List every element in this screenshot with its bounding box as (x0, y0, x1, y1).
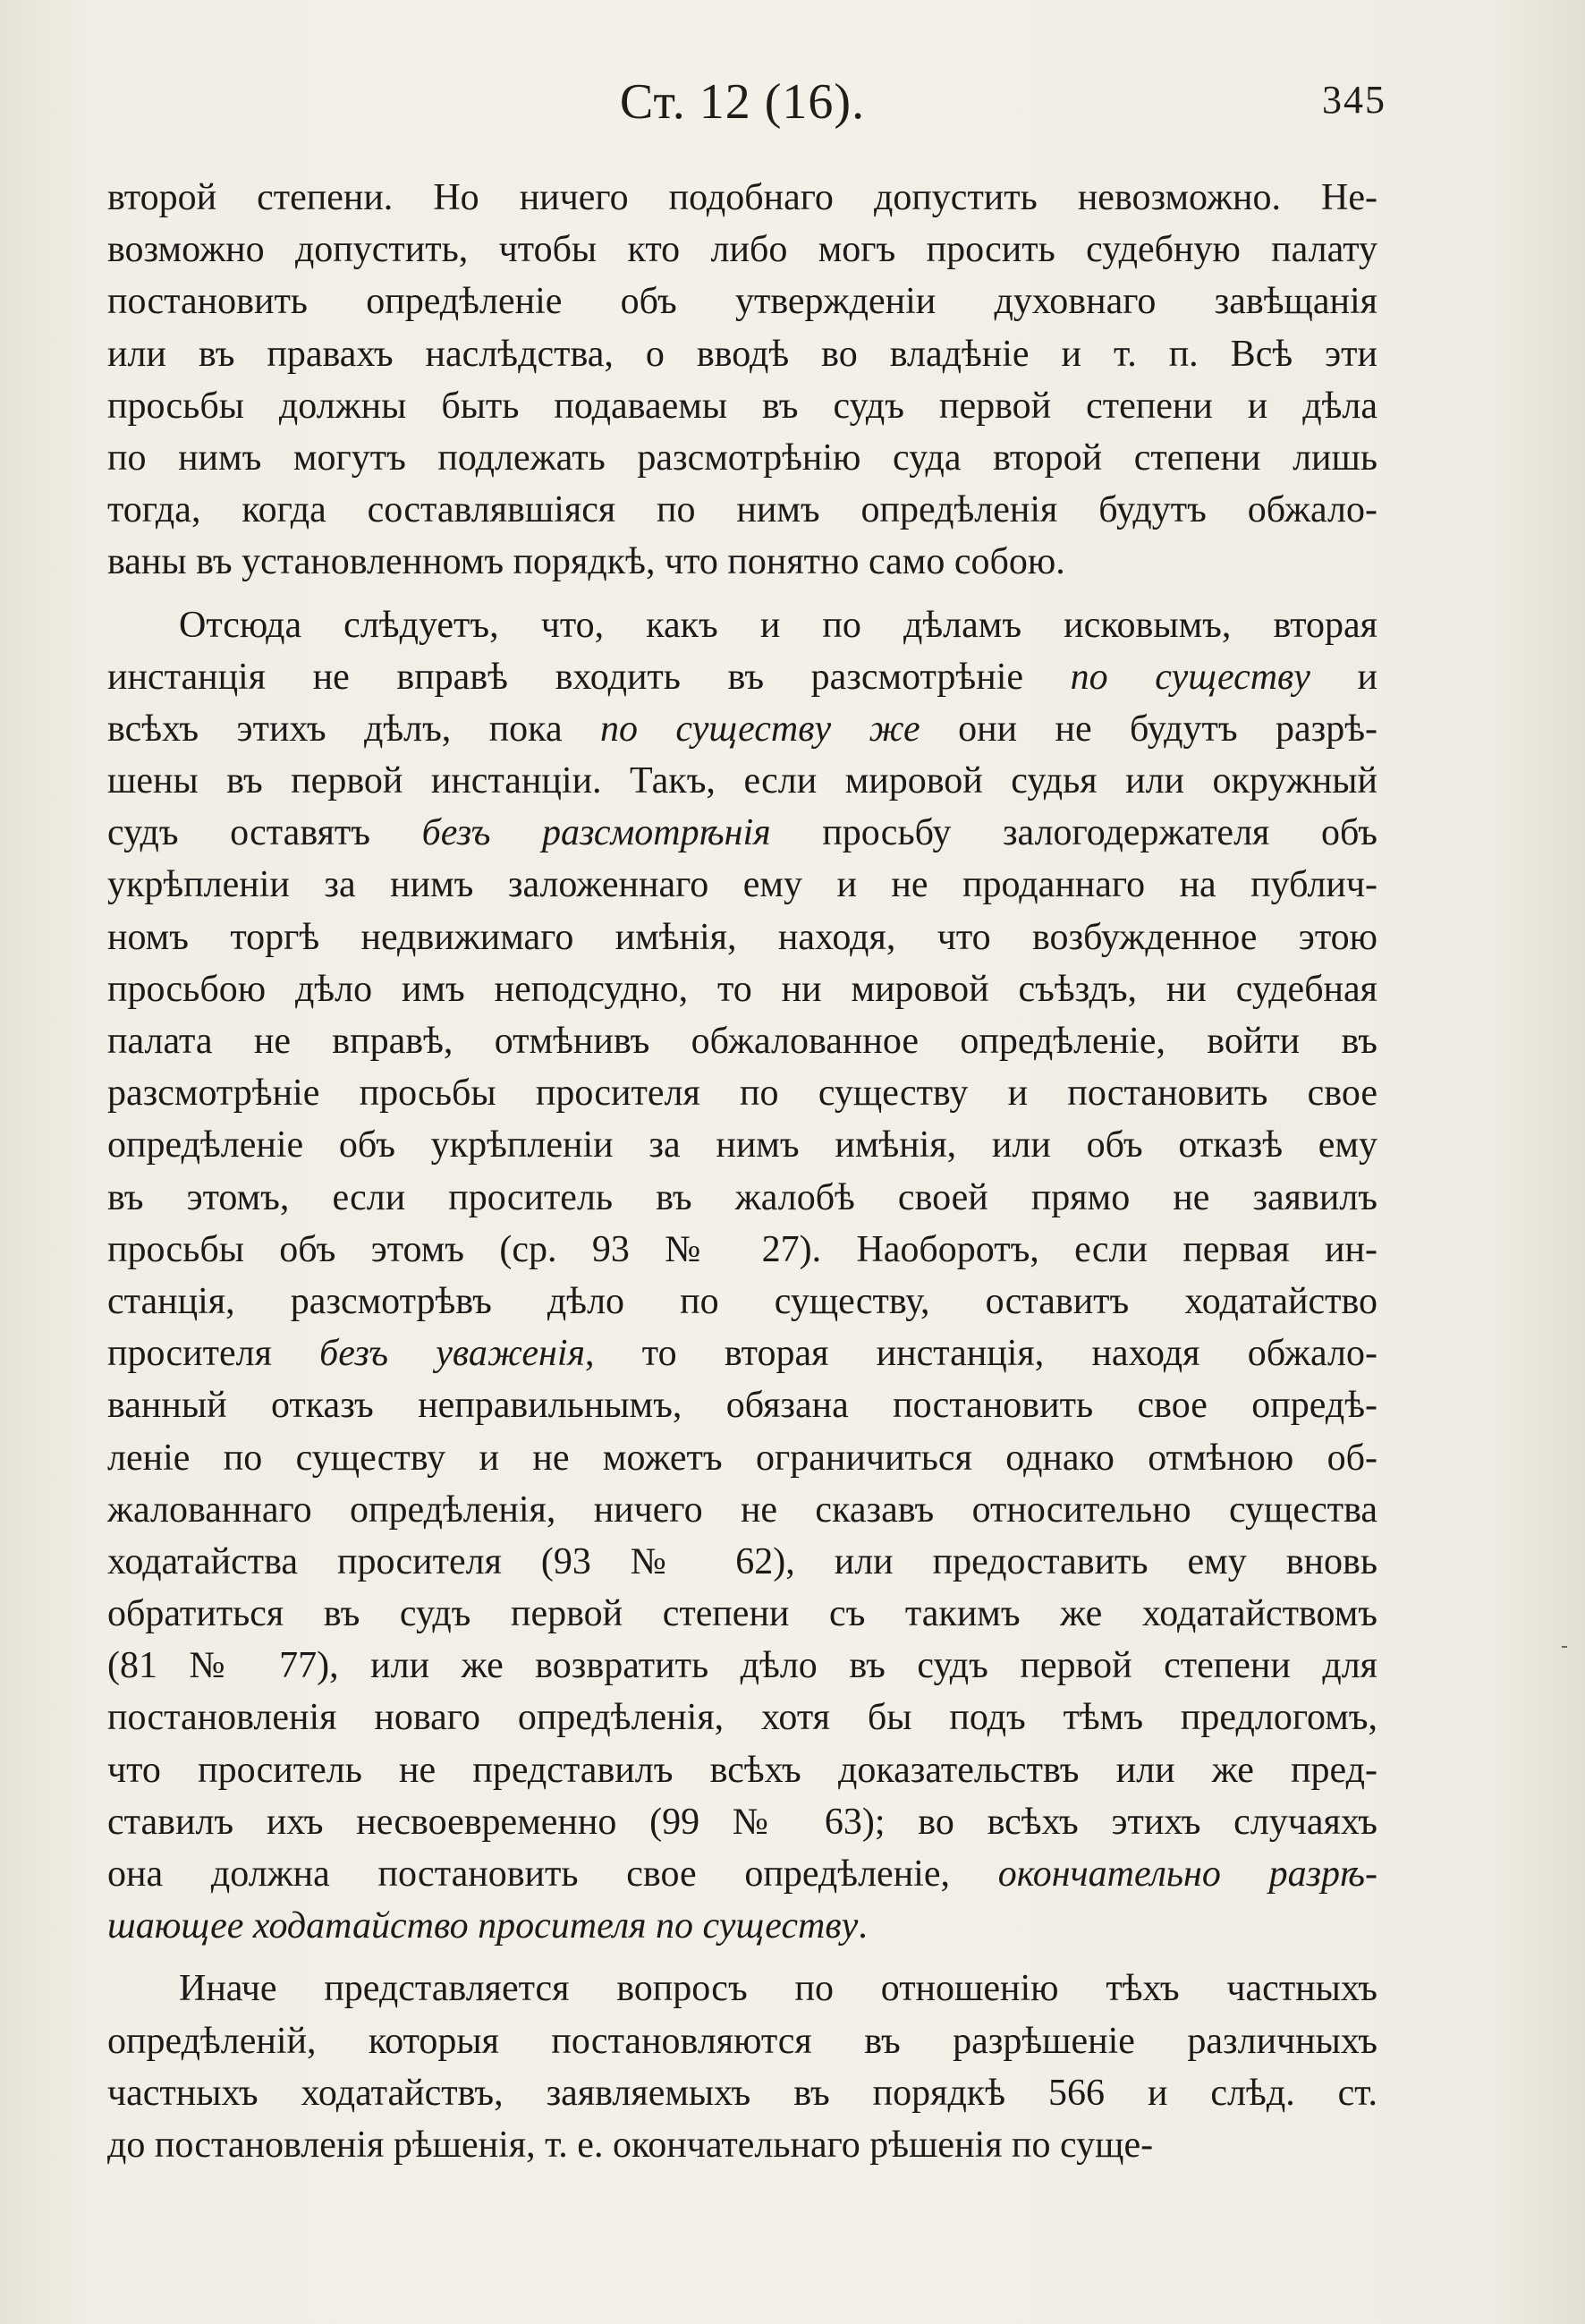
text-run: ходатайства просителя (93 № 62), или предоставить ему вновь (107, 1540, 1377, 1582)
text-line (107, 912, 1377, 963)
text-run: постановленія новаго опредѣленія, хотя бы подъ тѣмъ предлогомъ, (107, 1697, 1377, 1739)
text-run: и (1310, 656, 1378, 698)
text-line (107, 1484, 1377, 1536)
text-line (107, 536, 1377, 588)
text-run: второй степени. Но ничего подобнаго допустить невозможно. Не- (107, 177, 1377, 218)
text-line (107, 1119, 1377, 1171)
text-line (107, 2015, 1377, 2067)
text-run: тогда, когда составлявшіяся по нимъ опредѣленія будутъ обжало- (107, 489, 1377, 531)
text-run: до постановленія рѣшенія, т. е. окончательнаго рѣшенія по суще- (107, 2124, 1154, 2166)
text-run: укрѣпленіи за нимъ заложеннаго ему и не проданнаго на публич- (107, 864, 1377, 906)
text-run: Отсюда слѣдуетъ, что, какъ и по дѣламъ исковымъ, вторая (179, 604, 1377, 646)
text-run: Иначе представляется вопросъ по отношенію тѣхъ частныхъ (179, 1968, 1377, 2010)
text-line (107, 484, 1377, 536)
text-line (107, 1172, 1377, 1224)
text-line (107, 1692, 1377, 1743)
text-run: постановить опредѣленіе объ утвержденіи духовнаго завѣщанія (107, 281, 1377, 323)
text-run: . (858, 1905, 868, 1947)
paragraph (107, 172, 1377, 589)
italic-emphasis: по существу (1070, 656, 1310, 698)
paragraph-gap (107, 589, 1377, 599)
italic-emphasis: окончательно разрѣ- (997, 1853, 1377, 1895)
page-header (107, 73, 1386, 136)
text-line (107, 1796, 1377, 1848)
text-line (107, 1536, 1377, 1588)
text-run: частныхъ ходатайствъ, заявляемыхъ въ порядкѣ 566 и слѣд. ст. (107, 2072, 1377, 2114)
text-line (107, 1963, 1377, 2014)
text-run: опредѣленіе объ укрѣпленіи за нимъ имѣнія, или объ отказѣ ему (107, 1124, 1377, 1166)
text-line (107, 2067, 1377, 2119)
text-run: они не будутъ разрѣ- (920, 708, 1377, 750)
text-run: разсмотрѣніе просьбы просителя по существу и постановить свое (107, 1073, 1377, 1115)
text-run: просителя (107, 1333, 320, 1375)
page-number: 345 (1322, 78, 1386, 122)
text-run: обратиться въ судъ первой степени съ такимъ же ходатайствомъ (107, 1593, 1377, 1635)
text-line (107, 432, 1377, 484)
text-line (107, 1744, 1377, 1796)
text-run: просьбы объ этомъ (ср. 93 № 27). Наоборотъ, если первая ин- (107, 1228, 1377, 1270)
text-run: номъ торгѣ недвижимаго имѣнія, находя, что возбужденное этою (107, 916, 1377, 958)
text-line (107, 1588, 1377, 1640)
text-run: ваны въ установленномъ порядкѣ, что понятно само собою. (107, 541, 1065, 583)
italic-emphasis: по существу же (600, 708, 920, 750)
italic-emphasis: безъ уваженія (319, 1333, 586, 1375)
text-line (107, 963, 1377, 1015)
text-run: судъ оставятъ (107, 812, 422, 854)
text-run: ванный отказъ неправильнымъ, обязана постановить свое опредѣ- (107, 1385, 1377, 1427)
text-run: просьбою дѣло имъ неподсудно, то ни мировой съѣздъ, ни судебная (107, 968, 1377, 1010)
text-run: или въ правахъ наслѣдства, о вводѣ во владѣніе и т. п. Всѣ эти (107, 333, 1377, 375)
text-run: она должна постановить свое опредѣленіе, (107, 1853, 998, 1895)
scan-artifact (1562, 1646, 1567, 1648)
text-run: въ этомъ, если проситель въ жалобѣ своей прямо не заявилъ (107, 1176, 1377, 1218)
text-line (107, 807, 1377, 859)
text-line (107, 1900, 1377, 1952)
italic-emphasis: шающее ходатайство просителя по существу (107, 1905, 859, 1947)
text-line (107, 755, 1377, 807)
text-line (107, 224, 1377, 276)
text-line (107, 859, 1377, 911)
text-line (107, 703, 1377, 755)
text-line (107, 1067, 1377, 1119)
body-text (107, 172, 1377, 2171)
text-line (107, 380, 1377, 432)
text-run: , то вторая инстанція, находя обжало- (585, 1333, 1377, 1375)
text-run: всѣхъ этихъ дѣлъ, пока (107, 708, 601, 750)
running-head: Ст. 12 (16). (619, 74, 866, 130)
paragraph (107, 1963, 1377, 2171)
text-run: палата не вправѣ, отмѣнивъ обжалованное опредѣленіе, войти въ (107, 1021, 1377, 1062)
text-line (107, 276, 1377, 327)
paragraph-gap (107, 1952, 1377, 1963)
text-run: жалованнаго опредѣленія, ничего не сказавъ относительно существа (107, 1489, 1377, 1531)
text-line (107, 328, 1377, 380)
text-run: просьбы должны быть подаваемы въ судъ первой степени и дѣла (107, 385, 1377, 427)
text-run: (81 № 77), или же возвратить дѣло въ судъ первой степени для (107, 1645, 1377, 1687)
text-run: по нимъ могутъ подлежать разсмотрѣнію суда второй степени лишь (107, 437, 1377, 479)
text-run: шены въ первой инстанціи. Такъ, если мировой судья или окружный (107, 760, 1377, 802)
text-run: опредѣленій, которыя постановляются въ разрѣшеніе различныхъ (107, 2020, 1377, 2062)
text-line (107, 1224, 1377, 1276)
paragraph (107, 599, 1377, 1953)
text-run: возможно допустить, чтобы кто либо могъ просить судебную палату (107, 229, 1377, 271)
text-line (107, 599, 1377, 651)
text-line (107, 2119, 1377, 2171)
text-line (107, 1276, 1377, 1327)
text-line (107, 1379, 1377, 1431)
text-line (107, 651, 1377, 703)
text-line (107, 1432, 1377, 1484)
text-run: станція, разсмотрѣвъ дѣло по существу, оставитъ ходатайство (107, 1280, 1377, 1322)
italic-emphasis: безъ разсмотрѣнія (421, 812, 771, 854)
text-line (107, 1640, 1377, 1692)
text-run: ставилъ ихъ несвоевременно (99 № 63); во всѣхъ этихъ случаяхъ (107, 1801, 1377, 1843)
text-line (107, 1327, 1377, 1379)
text-run: инстанція не вправѣ входить въ разсмотрѣніе (107, 656, 1071, 698)
text-run: что проситель не представилъ всѣхъ доказательствъ или же пред- (107, 1749, 1377, 1791)
text-line (107, 172, 1377, 224)
text-line (107, 1015, 1377, 1067)
text-run: леніе по существу и не можетъ ограничиться однако отмѣною об- (107, 1437, 1377, 1479)
text-line (107, 1848, 1377, 1900)
text-run: просьбу залогодержателя объ (770, 812, 1377, 854)
